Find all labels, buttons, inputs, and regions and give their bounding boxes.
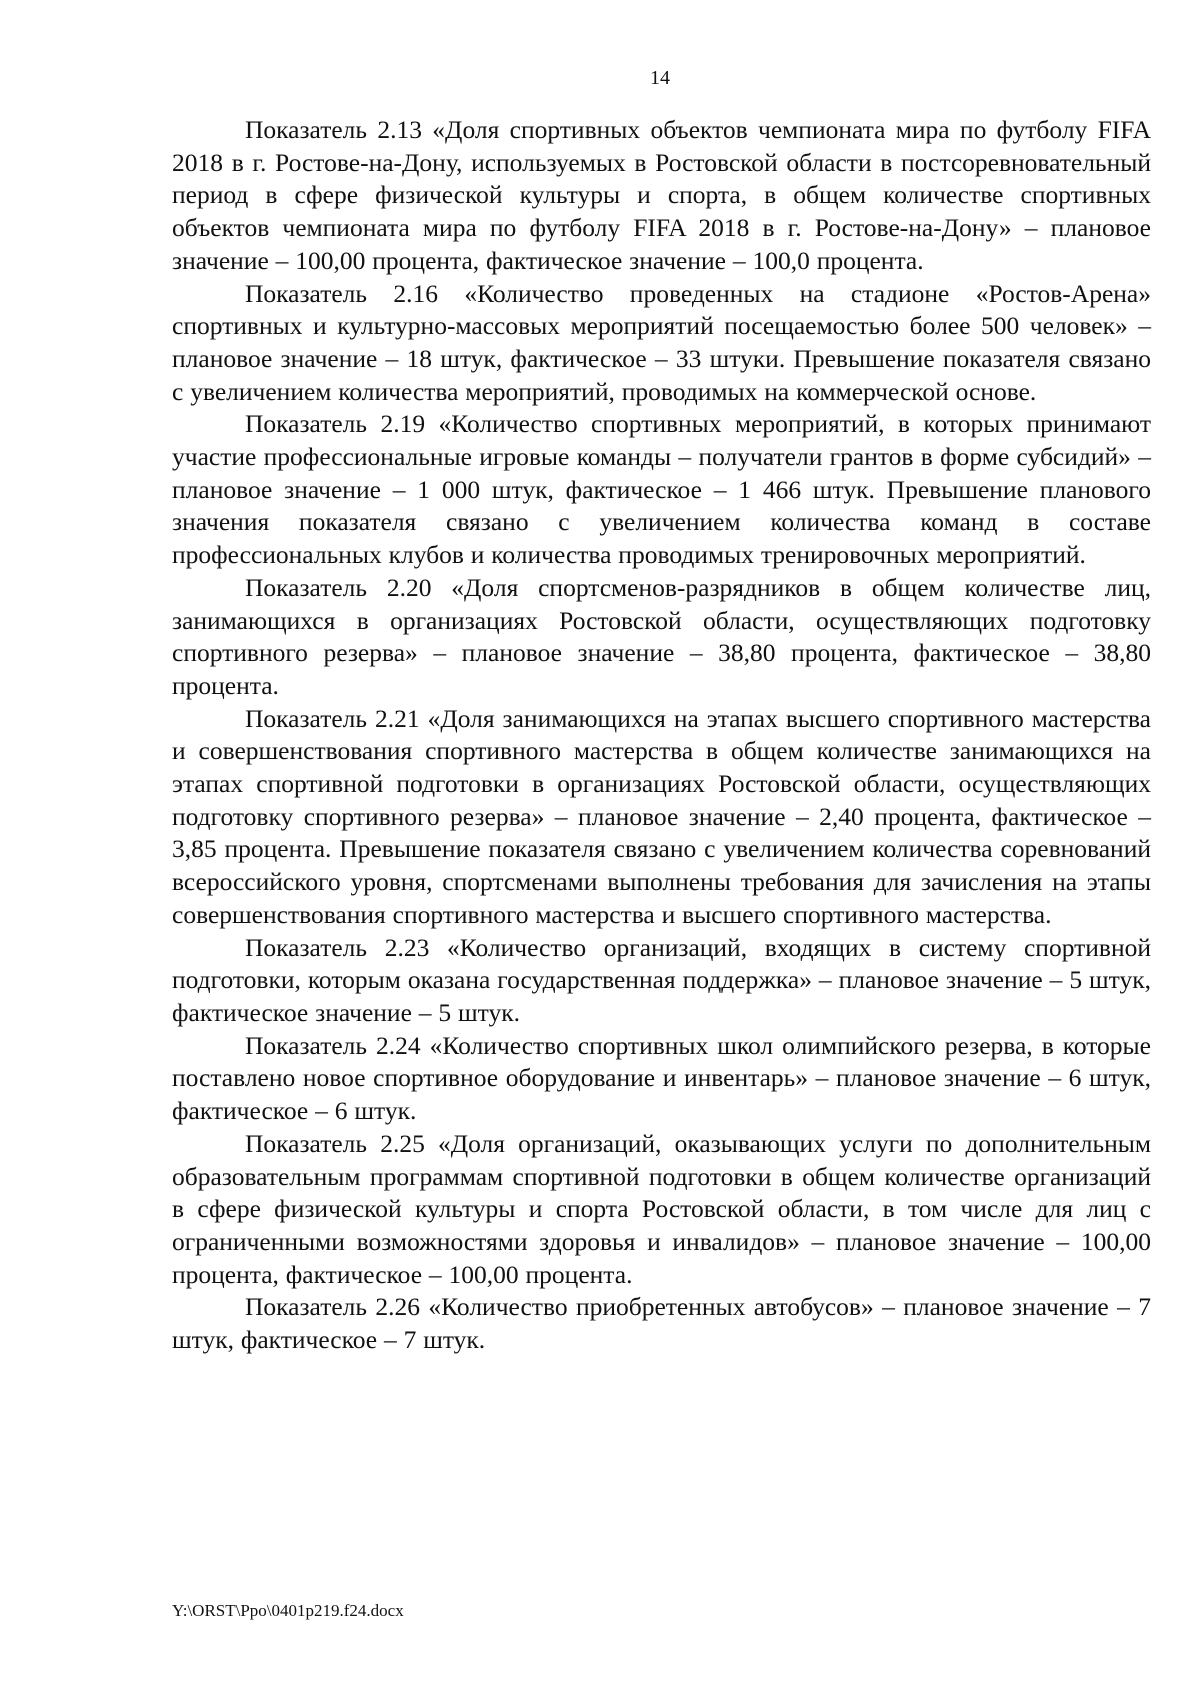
paragraph-indicator-2-24: Показатель 2.24 «Количество спортивных школ олимпийского резерва, в которые поставлено новое спортивное оборудование и инвентарь» – плановое значение – 6 штук, фактическое – 6 штук. [172,1030,1151,1126]
paragraph-indicator-2-25: Показатель 2.25 «Доля организаций, оказывающих услуги по дополнительным образовательным программам спортивной подготовки в общем количестве организаций в сфере физической культуры и спорта Ростовской области, в том числе для лиц с ограниченными возможностями здоровья и инвалидов» – плановое значение – 100,00 процента, фактическое – 100,00 процента. [172,1128,1151,1289]
paragraph-indicator-2-26: Показатель 2.26 «Количество приобретенных автобусов» – плановое значение – 7 штук, фактическое – 7 штук. [172,1292,1151,1355]
paragraph-indicator-2-20: Показатель 2.20 «Доля спортсменов-разрядников в общем количестве лиц, занимающихся в организациях Ростовской области, осуществляющих подготовку спортивного резерва» – плановое значение – 38,80 процента, фактическое – 38,80 процента. [172,572,1151,700]
document-file-path: Y:\ORST\Ppo\0401p219.f24.docx [172,1601,404,1620]
document-body [172,114,1151,1357]
paragraph-indicator-2-13: Показатель 2.13 «Доля спортивных объектов чемпионата мира по футболу FIFA 2018 в г. Ростове-на-Дону, используемых в Ростовской области в постсоревновательный период в сфере физической культуры и спорта, в общем количестве спортивных объектов чемпионата мира по футболу FIFA 2018 в г. Ростове-на-Дону» – плановое значение – 100,00 процента, фактическое значение – 100,0 процента. [172,115,1151,275]
paragraph-indicator-2-16: Показатель 2.16 «Количество проведенных на стадионе «Ростов-Арена» спортивных и культурно-массовых мероприятий посещаемостью более 500 человек» – плановое значение – 18 штук, фактическое – 33 штуки. Превышение показателя связано с увеличением количества мероприятий, проводимых на коммерческой основе. [172,278,1151,406]
paragraph-indicator-2-23: Показатель 2.23 «Количество организаций, входящих в систему спортивной подготовки, которым оказана государственная поддержка» – плановое значение – 5 штук, фактическое значение – 5 штук. [172,932,1151,1027]
page-number: 14 [650,67,670,89]
paragraph-indicator-2-21: Показатель 2.21 «Доля занимающихся на этапах высшего спортивного мастерства и совершенствования спортивного мастерства в общем количестве занимающихся на этапах спортивной подготовки в организациях Ростовской области, осуществляющих подготовку спортивного резерва» – плановое значение – 2,40 процента, фактическое – 3,85 процента. Превышение показателя связано с увеличением количества соревнований всероссийского уровня, спортсменами выполнены требования для зачисления на этапы совершенствования спортивного мастерства и высшего спортивного мастерства. [172,703,1151,929]
paragraph-indicator-2-19: Показатель 2.19 «Количество спортивных мероприятий, в которых принимают участие профессиональные игровые команды – получатели грантов в форме субсидий» – плановое значение – 1 000 штук, фактическое – 1 466 штук. Превышение планового значения показателя связано с увеличением количества команд в составе профессиональных клубов и количества проводимых тренировочных мероприятий. [172,409,1151,570]
